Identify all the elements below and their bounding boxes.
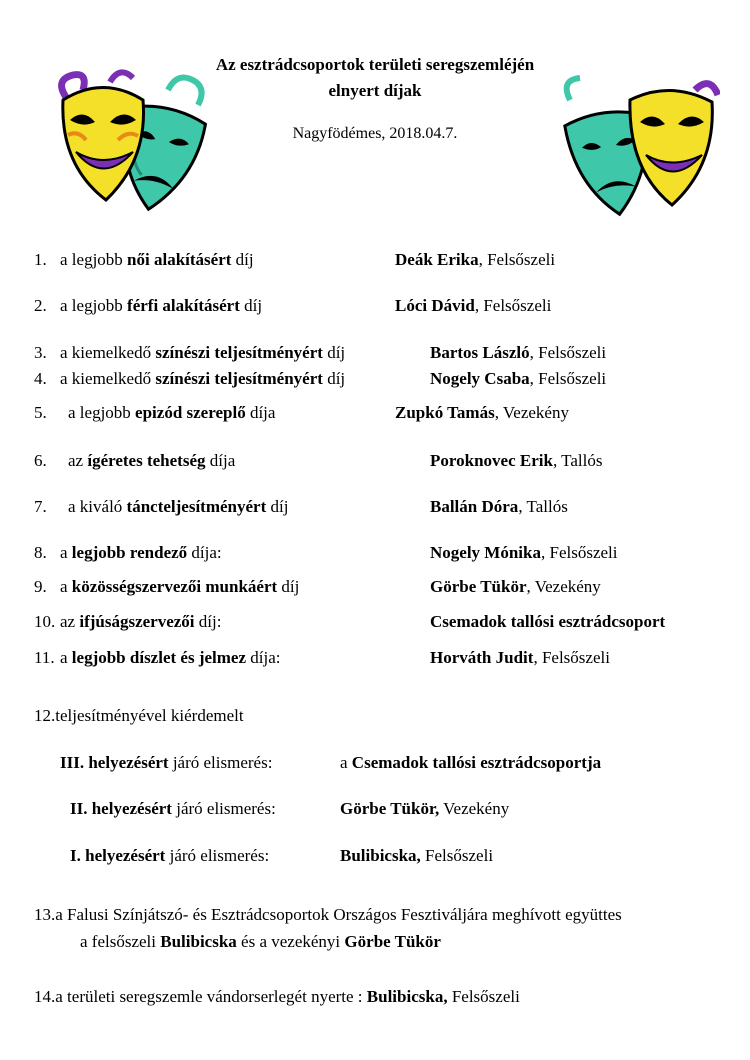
item-14-pre: 14.a területi seregszemle vándorserlegét nyerte : xyxy=(34,987,367,1006)
placement-winner-name: Bulibicska, xyxy=(340,846,421,865)
placement-desc: járó elismerés: xyxy=(171,799,276,818)
award-category: epizód szereplő xyxy=(135,403,246,422)
winner-name: Nogely Mónika xyxy=(430,543,541,562)
award-desc-post: díja: xyxy=(246,648,281,667)
placement-winner-place: Vezekény xyxy=(439,799,510,818)
award-number: 1. xyxy=(34,250,47,269)
award-category: közösségszervezői munkáért xyxy=(71,577,278,596)
award-number: 8. xyxy=(34,543,47,562)
award-winner xyxy=(395,250,555,270)
award-category: táncteljesítményért xyxy=(126,497,267,516)
award-winner xyxy=(430,543,617,563)
place-date: Nagyfödémes, 2018.04.7. xyxy=(292,125,458,142)
placement-label xyxy=(60,753,272,773)
award-category: legjobb díszlet és jelmez xyxy=(71,648,246,667)
award-winner xyxy=(430,343,606,363)
award-desc-post: díj xyxy=(277,577,300,596)
winner-name: Görbe Tükör xyxy=(430,577,527,596)
title-line-1: Az esztrádcsoportok területi seregszemléjén xyxy=(215,55,535,74)
winner-name: Bartos László xyxy=(430,343,530,362)
item-13-mid: és a vezekényi xyxy=(236,932,345,951)
award-category: ígéretes tehetség xyxy=(87,451,206,470)
award-number: 7. xyxy=(34,497,47,516)
award-desc-pre: a legjobb xyxy=(60,250,128,269)
item-13-group-1: Bulibicska xyxy=(160,932,237,951)
winner-name: Horváth Judit xyxy=(430,648,534,667)
award-description xyxy=(68,497,288,517)
winner-place: , Vezekény xyxy=(526,577,601,596)
award-winner xyxy=(430,497,568,517)
placement-rank: III. helyezésért xyxy=(60,753,169,772)
award-number: 4. xyxy=(34,369,47,388)
placement-label xyxy=(70,846,269,866)
award-winner xyxy=(395,403,569,423)
winner-name: Lóci Dávid xyxy=(395,296,475,315)
award-desc-pre: a xyxy=(60,577,72,596)
award-winner xyxy=(430,451,602,471)
item-13-line-2 xyxy=(80,932,441,952)
award-desc-pre: a xyxy=(60,648,72,667)
award-desc-post: díja: xyxy=(187,543,222,562)
award-desc-post: díja xyxy=(245,403,276,422)
winner-place: , Felsőszeli xyxy=(478,250,556,269)
award-description xyxy=(60,648,280,668)
award-description xyxy=(60,296,262,316)
award-desc-pre: a kiemelkedő xyxy=(60,343,156,362)
award-desc-pre: az xyxy=(68,451,88,470)
award-category: férfi alakításért xyxy=(127,296,240,315)
winner-name: Ballán Dóra xyxy=(430,497,519,516)
award-description xyxy=(60,343,345,363)
placement-desc: járó elismerés: xyxy=(165,846,270,865)
placement-winner-name: Csemadok tallósi esztrádcsoportja xyxy=(351,753,602,772)
placement-winner xyxy=(340,846,493,866)
winner-place: , Vezekény xyxy=(494,403,569,422)
placement-winner xyxy=(340,753,601,773)
award-desc-post: díja xyxy=(205,451,236,470)
award-number: 2. xyxy=(34,296,47,315)
title-line-2: elnyert díjak xyxy=(328,81,422,100)
award-category: ifjúságszervezői xyxy=(79,612,195,631)
award-desc-post: díj xyxy=(322,343,346,362)
award-winner xyxy=(395,296,551,316)
winner-name: Nogely Csaba xyxy=(430,369,530,388)
award-desc-pre: az xyxy=(60,612,80,631)
award-number: 6. xyxy=(34,451,47,470)
placement-rank: I. helyezésért xyxy=(70,846,166,865)
placement-winner-name: Görbe Tükör, xyxy=(340,799,440,818)
placement-rank: II. helyezésért xyxy=(70,799,172,818)
award-number: 11. xyxy=(34,648,55,667)
award-desc-pre: a xyxy=(60,543,72,562)
item-14-winner: Bulibicska, xyxy=(366,987,448,1006)
award-desc-post: díj xyxy=(322,369,346,388)
item-13-group-2: Görbe Tükör xyxy=(344,932,441,951)
winner-name: Zupkó Tamás xyxy=(395,403,495,422)
award-number: 10. xyxy=(34,612,56,631)
winner-place: , Tallós xyxy=(552,451,603,470)
award-number: 5. xyxy=(34,403,47,422)
placement-winner-pre: a xyxy=(340,753,352,772)
award-desc-post: díj: xyxy=(194,612,222,631)
award-description xyxy=(60,369,345,389)
award-description xyxy=(60,612,221,632)
award-winner xyxy=(430,369,606,389)
placement-winner xyxy=(340,799,509,819)
placement-label xyxy=(70,799,276,819)
winner-place: , Felsőszeli xyxy=(529,343,607,362)
placement-winner-place: Felsőszeli xyxy=(420,846,494,865)
winner-name: Deák Erika xyxy=(395,250,479,269)
award-desc-post: díj xyxy=(266,497,289,516)
award-category: női alakításért xyxy=(127,250,232,269)
award-number: 9. xyxy=(34,577,47,596)
award-winner xyxy=(430,648,610,668)
award-number: 3. xyxy=(34,343,47,362)
item-14 xyxy=(34,987,520,1007)
item-13-pre: a felsőszeli xyxy=(80,932,161,951)
award-category: színészi teljesítményért xyxy=(155,343,323,362)
award-winner xyxy=(430,612,665,632)
winner-name: Csemadok tallósi esztrádcsoport xyxy=(430,612,666,631)
award-desc-pre: a kiváló xyxy=(68,497,127,516)
award-description xyxy=(60,577,299,597)
winner-place: , Felsőszeli xyxy=(540,543,618,562)
winner-place: , Felsőszeli xyxy=(529,369,607,388)
placement-desc: járó elismerés: xyxy=(168,753,273,772)
award-desc-pre: a kiemelkedő xyxy=(60,369,156,388)
award-category: legjobb rendező xyxy=(71,543,188,562)
award-desc-post: díj xyxy=(239,296,263,315)
award-description xyxy=(60,250,254,270)
award-category: színészi teljesítményért xyxy=(155,369,323,388)
award-desc-pre: a legjobb xyxy=(68,403,136,422)
item-12-heading: 12.teljesítményével kiérdemelt xyxy=(34,706,244,725)
item-14-place: Felsőszeli xyxy=(447,987,520,1006)
winner-place: , Tallós xyxy=(518,497,568,516)
award-description xyxy=(68,403,275,423)
winner-place: , Felsőszeli xyxy=(474,296,552,315)
winner-place: , Felsőszeli xyxy=(533,648,610,667)
item-13-line-1: 13.a Falusi Színjátszó- és Esztrádcsoportok Országos Fesztiváljára meghívott együttes xyxy=(34,905,622,924)
award-description xyxy=(60,543,222,563)
award-desc-post: díj xyxy=(231,250,254,269)
winner-name: Poroknovec Erik xyxy=(430,451,553,470)
award-winner xyxy=(430,577,601,597)
award-desc-pre: a legjobb xyxy=(60,296,128,315)
award-description xyxy=(68,451,235,471)
